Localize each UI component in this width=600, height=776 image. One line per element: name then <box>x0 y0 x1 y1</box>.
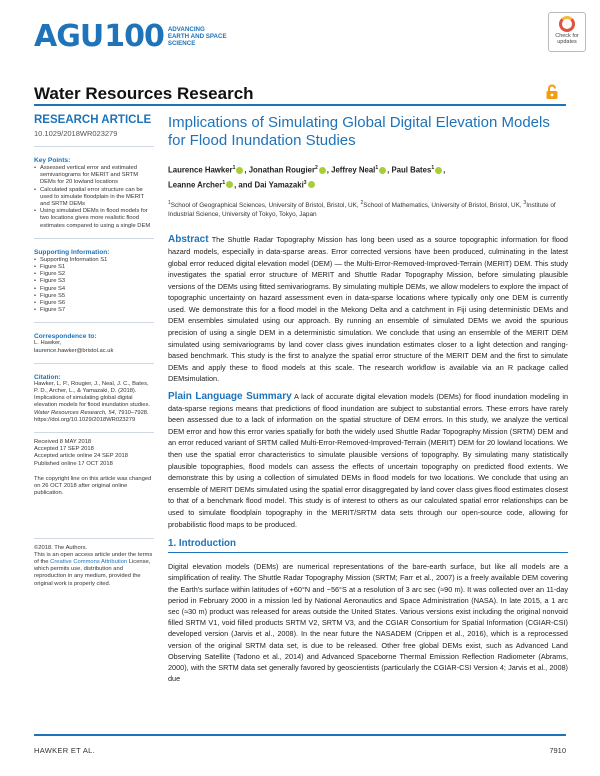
date-accepted: Accepted 17 SEP 2018 <box>34 446 94 453</box>
author-affil-sup: 1 <box>375 165 379 171</box>
sidebar-divider <box>34 538 154 539</box>
affiliation: School of Mathematics, University of Bristol, Bristol, UK, <box>363 202 522 210</box>
author-affil-sup: 1 <box>431 165 435 171</box>
sidebar <box>34 114 154 588</box>
author-affil-sup: 2 <box>314 165 318 171</box>
author-list: Laurence Hawker$^1$ , Jonathan Rougier$^2$ , Jeffrey Neal$^1$ , Paul Bates$^1$ , Leanne Archer$^1$ , and Dai Yamazaki$^3$ <box>168 165 446 190</box>
footer-rule <box>34 734 566 736</box>
license-block <box>34 552 154 588</box>
key-points-title: Key Points: <box>34 157 71 164</box>
supporting-item[interactable]: • Figure S3 <box>34 278 154 285</box>
plain-language-text: A lack of accurate digital elevation models (DEMs) for flood inundation modeling in data-sparse regions means that predictions of flood inundation are subject to substantial errors. These errors have rarely been assessed due to a lack of information on the spatial structure of DEM errors. In this study, we analyze the vertical DEM error and how this error varies spatially for both the widely used Shuttle Radar Topography Mission (SRTM) DEM and an error reduced variant of SRTM called Multi-Error-Removed-Improved-Terrain (MERIT) DEM for 20 lowland locations. We then use the spatial error characteristics to simulate plausible versions of topography. By simulating many statistically plausible topographies, flood models can assess the effects of uncertain topography on predicted flood extents. We demonstrate this by using a collection of simulated DEMs in flood models for two locations. We conclude that using an ensemble of MERIT DEMs simulated using the spatial error disaggregated by land cover class gives flood estimates closest to that of a benchmark flood model. This study is of interest to others as our calculated spatial error relationships can be used to simulate floodplain topography in the MERIT/SRTM data sets through our open-source code, allowing for probabilistic flood maps to be produced. <box>168 392 569 529</box>
copyright-note: The copyright line on this article was changed on 26 OCT 2018 after original online publication. <box>34 475 152 497</box>
author-name: Laurence Hawker <box>168 165 233 175</box>
license-rest: License, which permits use, distribution and reproduction in any medium, provided the original work is properly cited. <box>34 558 151 587</box>
supporting-item[interactable]: • Supporting Information S1 <box>34 257 154 264</box>
orcid-icon[interactable] <box>236 167 243 174</box>
agu100-logo <box>34 16 228 56</box>
date-published: Published online 17 OCT 2018 <box>34 460 113 467</box>
plain-language-label: Plain Language Summary <box>168 391 292 403</box>
orcid-icon[interactable] <box>319 167 326 174</box>
license-link[interactable]: Creative Commons Attribution <box>50 558 128 565</box>
supporting-item[interactable]: • Figure S2 <box>34 271 154 278</box>
crossmark-icon <box>559 16 575 32</box>
date-online: Accepted article online 24 SEP 2018 <box>34 453 128 460</box>
key-point: • Using simulated DEMs in flood models for two locations gives more realistic flood estimates compared to using a single DEM <box>34 208 154 230</box>
author-affil-sup: 3 <box>303 179 307 186</box>
author-name: Paul Bates <box>391 165 432 175</box>
correspondence-email[interactable]: laurence.hawker@bristol.ac.uk <box>34 347 114 354</box>
abstract-text: The Shuttle Radar Topography Mission has long been used as a source topographic information for flood hazard models, especially in data-sparse areas. Error corrected versions have been produced, culminating in the latest global error reduced digital elevation model (DEM) — the Multi-Error-Removed-Improved-Terrain (MERIT) DEM. This study investigates the spatial error structure of MERIT and Shuttle Radar Topography Mission, before simulating plausible versions of the DEMs using fitted semivariograms. By simulating multiple DEMs, we allow modelers to explore the impact of topographic uncertainty on hazard assessment even in data-sparse locations where typically only one DEM is currently used. We demonstrate this for a flood model in the Mekong Delta and a catchment in Fiji using deterministic DEMs and DEM ensembles simulated using our approach. By running an ensemble of simulated DEMs we avoid the spurious precision of using a single DEM in a deterministic simulation. We conclude that using an ensemble of the MERIT DEM simulated using semivariograms by land cover class gives inundation estimates closer to a light detection and ranging-based benchmark. This study is the first to analyze the spatial error structure of the MERIT DEM and the first to simulate DEMs and apply these to flood models at this scale. The research workflow is available via an R package called DEMsimulation. <box>168 235 568 384</box>
logo-agu-text: AGU <box>34 18 104 54</box>
intro-rule <box>168 552 568 553</box>
author-name: Leanne Archer <box>168 180 223 190</box>
intro-heading: 1. Introduction <box>168 538 237 550</box>
sidebar-divider <box>34 363 154 364</box>
affil-sup: 1 <box>168 200 171 207</box>
correspondence-title: Correspondence to: <box>34 333 97 341</box>
supporting-item[interactable]: • Figure S6 <box>34 300 154 307</box>
dates-block <box>34 439 154 468</box>
affil-sup: 3 <box>523 200 527 207</box>
affil-sup: 2 <box>360 200 364 207</box>
check-for-updates-badge[interactable] <box>548 12 586 52</box>
license-head: ©2018. The Authors. <box>34 544 88 551</box>
badge-line2: updates <box>557 39 577 45</box>
paper-title: Implications of Simulating Global Digital Elevation Models for Flood Inundation Studies <box>168 114 550 149</box>
badge-line1: Check for <box>555 33 579 39</box>
plain-language-summary <box>168 391 568 530</box>
orcid-icon[interactable] <box>226 181 233 188</box>
intro-text: Digital elevation models (DEMs) are numerical representations of the bare-earth surface, but like all models are a simplification of reality. The Shuttle Radar Topography Mission (SRTM; Farr et al., 2007) is a freely available DEM covering the Earth's surface within latitudes of +60°N and −56°S at a resolution of 3 arc sec (≈90 m). It was collected over an 11-day period in February 2000 in a mission led by National Aeronautics and Space Administration (NASA). In late 2015, a 1 arc sec (≈30 m) product was released for areas outside the United States. Various versions exist including the original nonvoid filled SRTM V1, void filled products SRTM V2, SRTM V3, and the CGIAR Consortium for Spatial Information (CGIAR-CSI) developed version (Jarvis et al., 2008). In the near future the NASADEM (Crippen et al., 2016), which is a reprocessed version of the original SRTM data set, is due to be released. Other free global DEMs exist, such as Advanced Land Observing Satellite (Tadono et al., 2014) and Advanced Spaceborne Thermal Emission Reflection Radiometer (Abrams, 2000), with the SRTM data set generally favored by geoscientists (particularly the CGIAR-CSI Version 4; Jarvis et al., 2008) due <box>168 562 568 684</box>
article-type: RESEARCH ARTICLE <box>34 114 152 126</box>
sidebar-divider <box>34 238 154 239</box>
citation-journal: Water Resources Research, 54, <box>34 409 117 416</box>
affiliation: Institute of Industrial Science, University of Tokyo, Tokyo, Japan <box>168 202 556 218</box>
supporting-item[interactable]: • Figure S5 <box>34 293 154 300</box>
license-text: This is an open access article under the terms of the <box>34 551 153 565</box>
supporting-item[interactable]: • Figure S1 <box>34 264 154 271</box>
sidebar-divider <box>34 146 154 147</box>
supporting-info-list <box>34 257 154 315</box>
abstract-label: Abstract <box>168 234 209 246</box>
footer-authors: HAWKER ET AL. <box>34 746 95 755</box>
sidebar-divider <box>34 322 154 323</box>
citation-text: Hawker, L. P., Rougier, J., Neal, J. C., Bates, P. D., Archer, L., & Yamazaki, D. (2018). Implications of simulating global digital elevation models for flood inundation studies. <box>34 380 151 409</box>
affiliation: School of Geographical Sciences, University of Bristol, Bristol, UK, <box>170 202 359 210</box>
article-doi[interactable]: 10.1029/2018WR023279 <box>34 129 118 138</box>
author-name: Jonathan Rougier <box>248 165 315 175</box>
author-name: Jeffrey Neal <box>331 165 376 175</box>
page-number: 7910 <box>549 746 566 755</box>
author-affil-sup: 1 <box>232 165 236 171</box>
supporting-item[interactable]: • Figure S7 <box>34 307 154 314</box>
logo-tagline: ADVANCING EARTH AND SPACE SCIENCE <box>167 25 227 47</box>
citation-pages[interactable]: 7910–7928. https://doi.org/10.1029/2018WR023279 <box>34 409 149 423</box>
supporting-info-title: Supporting Information: <box>34 248 110 256</box>
orcid-icon[interactable] <box>435 167 442 174</box>
abstract <box>168 234 568 385</box>
header-rule <box>34 104 566 106</box>
journal-title: Water Resources Research <box>34 84 254 103</box>
logo-100-text: 100 <box>104 18 164 54</box>
correspondence-name: L. Hawker, <box>34 340 62 347</box>
supporting-item[interactable]: • Figure S4 <box>34 286 154 293</box>
orcid-icon[interactable] <box>308 181 315 188</box>
main-content <box>168 114 568 684</box>
open-access-icon <box>544 84 560 100</box>
author-affil-sup: 1 <box>222 179 226 186</box>
author-name: Dai Yamazaki <box>254 180 304 190</box>
citation-block <box>34 381 154 424</box>
key-point: • Calculated spatial error structure can be used to simulate floodplain in the MERIT and SRTM DEMs <box>34 187 154 209</box>
key-points-list <box>34 165 154 230</box>
affiliations <box>168 199 568 219</box>
citation-title: Citation: <box>34 373 61 381</box>
key-point: • Assessed vertical error and estimated semivariograms for MERIT and SRTM DEMs for 20 lowland locations <box>34 165 154 187</box>
date-received: Received 8 MAY 2018 <box>34 439 92 446</box>
sidebar-divider <box>34 432 154 433</box>
orcid-icon[interactable] <box>379 167 386 174</box>
